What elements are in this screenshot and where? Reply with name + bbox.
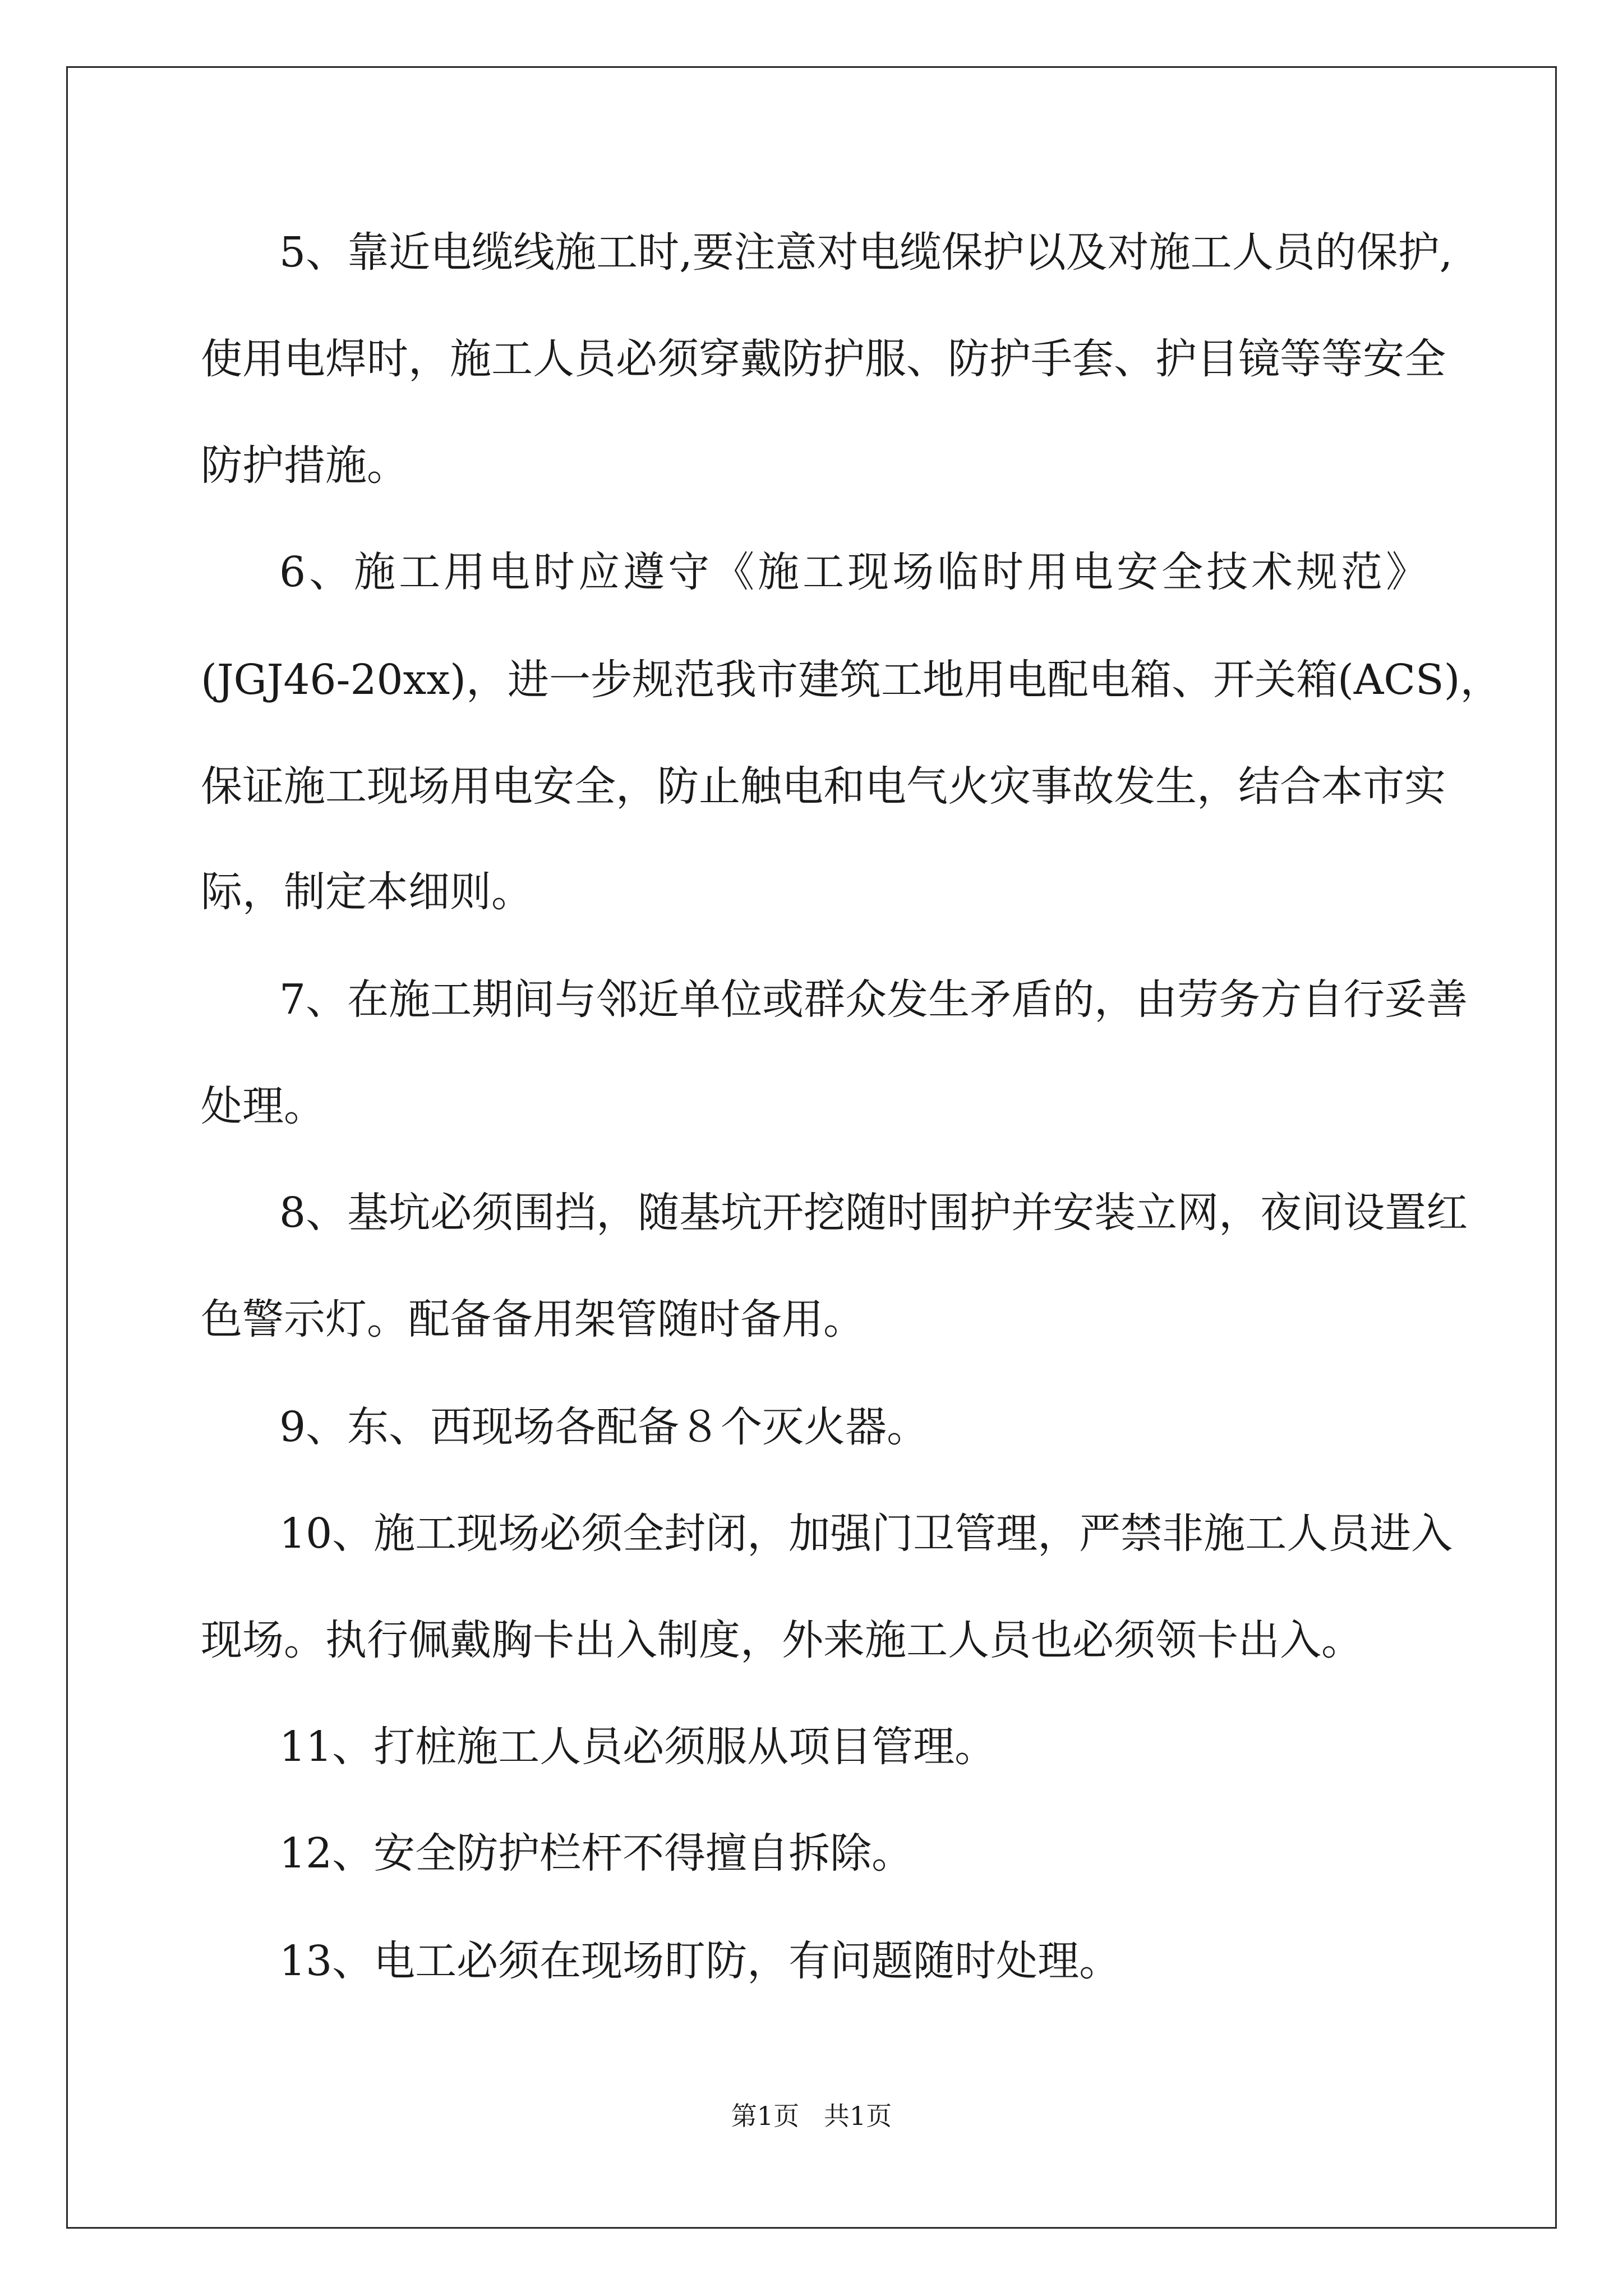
text-line: 际，制定本细则。 [201,868,533,916]
text-line: 色警示灯。配备备用架管随时备用。 [201,1295,865,1343]
text-line: (JGJ46-20xx)，进一步规范我市建筑工地用电配电箱、开关箱(ACS)， [201,656,1502,704]
text-line: 处理。 [201,1082,325,1130]
text-line: 8、基坑必须围挡，随基坑开挖随时围护并安装立网，夜间设置红 [279,1189,1468,1237]
text-line: 10、施工现场必须全封闭，加强门卫管理，严禁非施工人员进入 [279,1510,1453,1558]
page-number-footer: 第1页 共1页 [731,2101,892,2131]
text-line: 防护措施。 [201,441,408,490]
text-line: 5、靠近电缆线施工时,要注意对电缆保护以及对施工人员的保护, [279,228,1453,277]
text-line: 现场。执行佩戴胸卡出入制度，外来施工人员也必须领卡出入。 [201,1616,1363,1664]
text-line: 11、打桩施工人员必须服从项目管理。 [279,1723,997,1771]
page-border [66,66,1557,2229]
text-line: 6、施工用电时应遵守《施工现场临时用电安全技术规范》 [279,548,1431,596]
text-line: 13、电工必须在现场盯防，有问题随时处理。 [279,1937,1121,1985]
text-line: 使用电焊时，施工人员必须穿戴防护服、防护手套、护目镜等等安全 [201,335,1446,383]
text-line: 保证施工现场用电安全，防止触电和电气火灾事故发生，结合本市实 [201,762,1446,811]
text-line: 9、东、西现场各配备８个灭火器。 [279,1403,929,1451]
text-line: 7、在施工期间与邻近单位或群众发生矛盾的，由劳务方自行妥善 [279,976,1468,1024]
text-line: 12、安全防护栏杆不得擅自拆除。 [279,1829,914,1878]
